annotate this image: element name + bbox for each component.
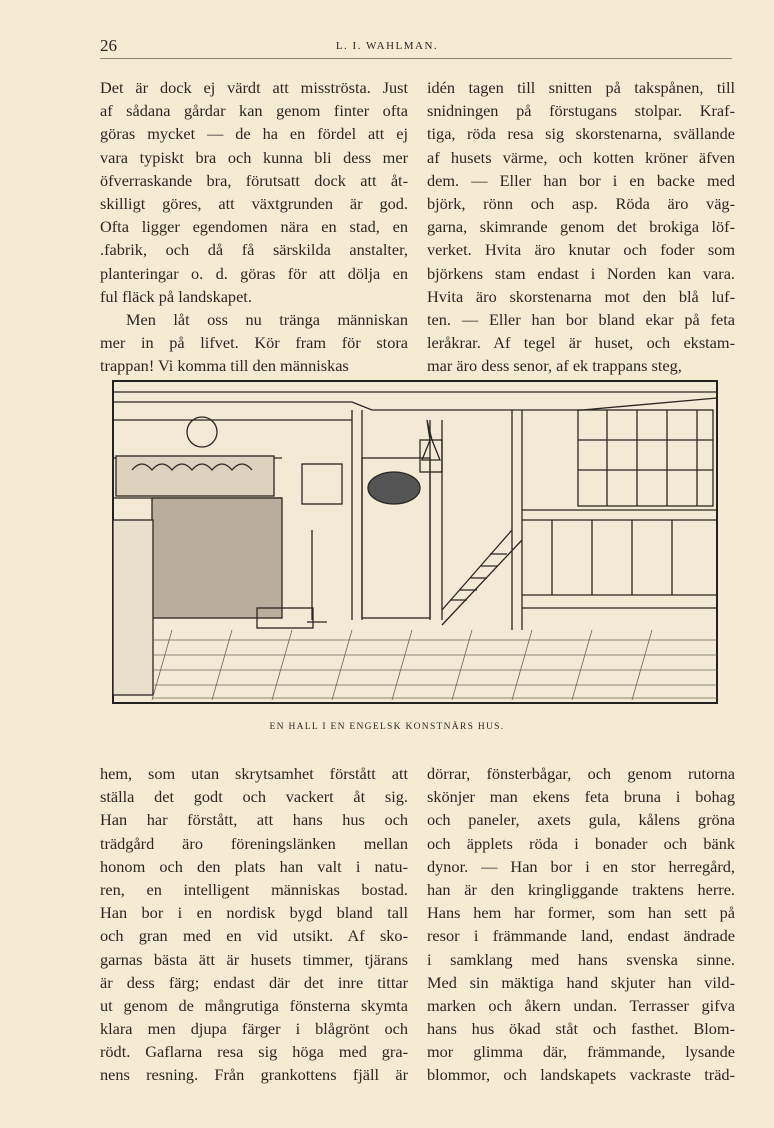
text-line: ren, en intelligent människas bostad.	[100, 879, 408, 899]
text-line: Han bor i en nordisk bygd bland tall	[100, 903, 408, 923]
text-line: dörrar, fönsterbågar, och genom rutorna	[427, 764, 735, 783]
text-line: och paneler, axets gula, kålens gröna	[427, 810, 735, 830]
text-line: mar äro dess senor, af ek trappans steg,	[427, 356, 682, 376]
text-line: han är den kringliggande traktens herre.	[427, 879, 735, 899]
top-right-column	[427, 76, 735, 377]
figure-caption: EN HALL I EN ENGELSK KONSTNÄRS HUS.	[269, 722, 505, 732]
text-line: Han har förstått, att hans hus och	[100, 810, 408, 830]
text-line: ut genom de mångrutiga fönsterna skymta	[100, 995, 408, 1015]
top-left-column	[100, 76, 408, 377]
text-line: björkens stam endast i Norden kan vara.	[427, 263, 735, 283]
text-line: skönjer man ekens feta bruna i bohag	[427, 787, 735, 807]
text-line: hem, som utan skrytsamhet förstått att	[100, 764, 408, 783]
running-title: L. I. WAHLMAN.	[335, 40, 439, 52]
text-line: vara typiskt bra och kunna bli dess mer	[100, 147, 408, 167]
hall-illustration	[112, 380, 718, 704]
text-line: honom och den plats han valt i natu-	[100, 856, 408, 876]
page-number: 26	[100, 36, 117, 55]
text-line: ful fläck på landskapet.	[100, 286, 252, 306]
text-line: Ofta ligger egendomen nära en stad, en	[100, 217, 408, 237]
text-line: ten. — Eller han bor bland ekar på feta	[427, 309, 735, 329]
text-line: trappan! Vi komma till den människas	[100, 356, 349, 376]
text-line: Hans hem har former, som han sett på	[427, 903, 735, 923]
text-line: resor i främmande land, endast ändrade	[427, 926, 735, 946]
text-line: är dess färg; endast där det inre tittar	[100, 972, 408, 992]
text-line: och gran med en vid utsikt. Af sko-	[100, 926, 408, 946]
text-line: klara men djupa färger i blågrönt och	[100, 1019, 408, 1039]
text-line: dynor. — Han bor i en stor herregård,	[427, 856, 735, 876]
text-line: .fabrik, och då få särskilda anstalter,	[100, 240, 408, 260]
text-line: Hvita äro skorstenarna mot den blå luf-	[427, 286, 735, 306]
text-line: snidningen på förstugans stolpar. Kraf-	[427, 101, 735, 121]
text-line: hans hus ökad ståt och fasthet. Blom-	[427, 1019, 735, 1039]
text-line: i samklang med hans svenska sinne.	[427, 949, 735, 969]
text-line: öfverraskande bra, förutsatt dock att åt-	[100, 170, 408, 190]
text-line: verket. Hvita äro knutar och foder som	[427, 240, 735, 260]
text-line: garnas bästa ätt är husets timmer, tjärans	[100, 949, 408, 969]
text-line: af sådana gårdar kan genom finter ofta	[100, 101, 408, 121]
text-line: tiga, röda resa sig skorstenarna, svällande	[427, 124, 735, 144]
text-line: Det är dock ej värdt att misströsta. Just	[100, 78, 408, 97]
text-line: Med sin mäktiga hand skjuter han vild-	[427, 972, 735, 992]
text-line: trädgård äro föreningslänken mellan	[100, 833, 408, 853]
text-line: Men låt oss nu tränga människan	[126, 309, 408, 329]
text-line: garna, skimrande genom det brokiga löf-	[427, 217, 735, 237]
bottom-right-column	[427, 762, 735, 1087]
text-line: skilligt göres, att växtgrunden är god.	[100, 193, 408, 213]
text-line: leråkrar. Af tegel är huset, och ekstam-	[427, 333, 735, 353]
text-line: dem. — Eller han bor i en backe med	[427, 170, 735, 190]
text-line: och äpplets röda i bonader och bänk	[427, 833, 735, 853]
bottom-left-column	[100, 762, 408, 1087]
text-line: björk, rönn och asp. Röda äro väg-	[427, 193, 735, 213]
text-line: göras mycket — de ha en fördel att ej	[100, 124, 408, 144]
text-line: marken och åkern undan. Terrasser gifva	[427, 995, 735, 1015]
text-line: blommor, och landskapets vackraste träd-	[427, 1065, 735, 1085]
text-line: nens resning. Från grankottens fjäll är	[100, 1065, 408, 1085]
text-line: af husets värme, och kotten kröner äfven	[427, 147, 735, 167]
text-line: rödt. Gaflarna resa sig höga med gra-	[100, 1042, 408, 1062]
text-line: mor glimma där, främmande, lysande	[427, 1042, 735, 1062]
text-line: planteringar o. d. göras för att dölja en	[100, 263, 408, 283]
header-rule	[100, 58, 732, 59]
text-line: ställa det godt och vackert åt sig.	[100, 787, 408, 807]
text-line: mer in på lifvet. Kör fram för stora	[100, 333, 408, 353]
text-line: idén tagen till snitten på takspånen, till	[427, 78, 735, 97]
hall-drawing	[112, 380, 718, 704]
